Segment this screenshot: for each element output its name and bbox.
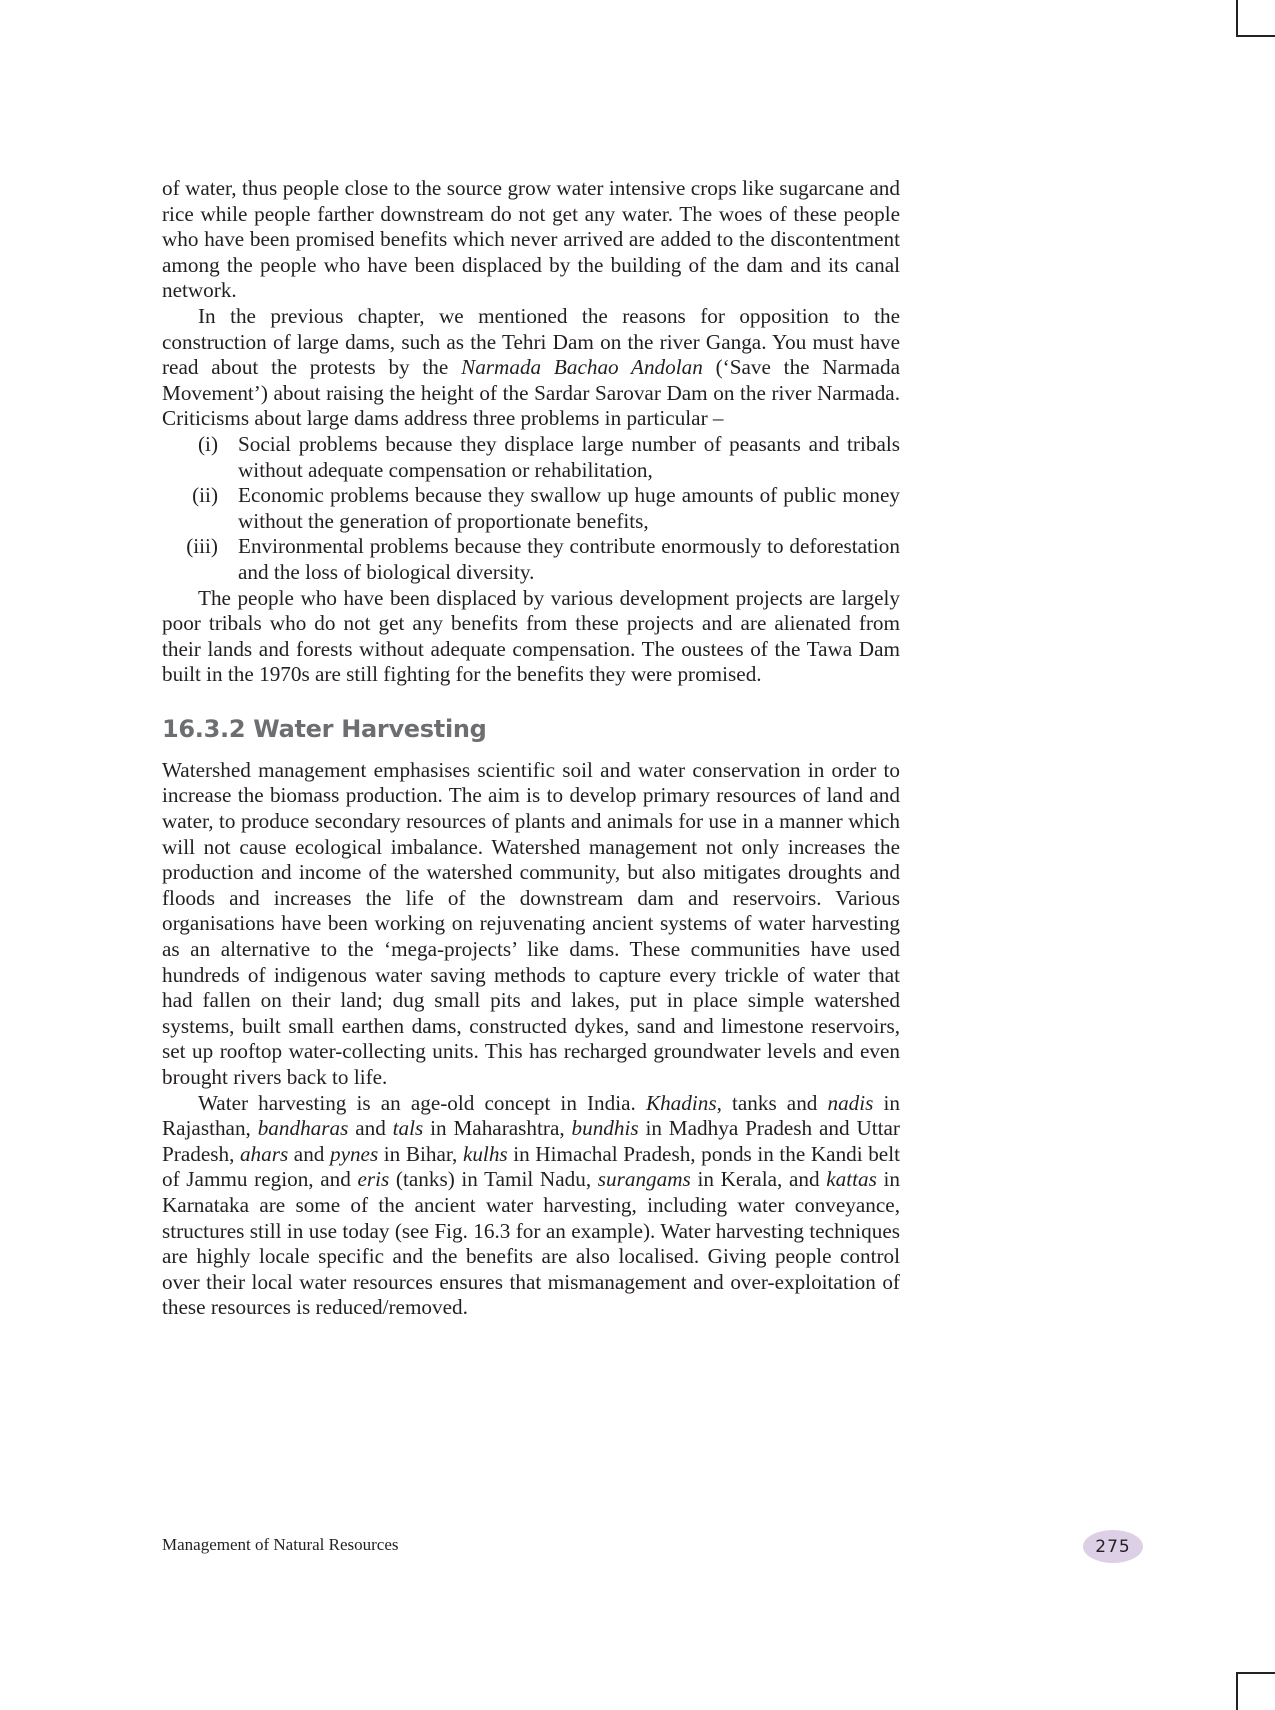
text-run: In the previous chapter, we mentioned the reasons for opposition to the construction of large dams, such as the Tehri Dam on the river Ganga. You must have read about the protests by the [162, 303, 900, 380]
text-run: and [348, 1116, 393, 1141]
term: Khadins [645, 1090, 717, 1115]
text-run: (tanks) in Tamil Nadu, [389, 1167, 598, 1192]
watershed-paragraph: Watershed management emphasises scientific soil and water conservation in order to increase the biomass production. The aim is to develop primary resources of land and water, to produce secondary resources of plants and animals for use in a manner which will not cause ecological imbalance. Watershed management not only increases the production and income of the watershed community, but also mitigates droughts and floods and increases the life of the downstream dam and reservoirs. Various organisations have been working on rejuvenating ancient systems of water harvesting as an alternative to the ‘mega-projects’ like dams. These communities have used hundreds of indigenous water saving methods to capture every trickle of water that had fallen on their land; dug small pits and lakes, put in place simple watershed systems, built small earthen dams, constructed dykes, sand and limestone reservoirs, set up rooftop water-collecting units. This has recharged groundwater levels and even brought rivers back to life. [162, 757, 900, 1089]
text-run: in Maharashtra, [423, 1116, 572, 1141]
term: pynes [329, 1141, 379, 1166]
dam-opposition-paragraph [162, 304, 900, 432]
list-text: Social problems because they displace large number of peasants and tribals without adequate compensation or rehabilitation, [238, 431, 900, 482]
crop-mark-bottom [1236, 1672, 1275, 1710]
page-body [162, 176, 900, 1321]
text-run: , tanks and [716, 1090, 828, 1115]
water-harvesting-paragraph [162, 1091, 900, 1321]
text-run: and [288, 1141, 330, 1166]
term: bandharas [257, 1116, 349, 1141]
text-run: in Kerala, and [690, 1167, 827, 1192]
list-item [162, 483, 900, 534]
section-heading: 16.3.2 Water Harvesting [162, 714, 487, 743]
text-run: (‘Save the Narmada Movement’) about raising the height of the Sardar Sarovar Dam on the river Narmada. Criticisms about large dams address three problems in particular – [162, 355, 900, 431]
list-number: (iii) [186, 534, 218, 559]
term: tals [392, 1116, 424, 1141]
continuation-paragraph: of water, thus people close to the source grow water intensive crops like sugarcane and rice while people farther downstream do not get any water. The woes of these people who have been promised benefits which never arrived are added to the discontentment among the people who have been displaced by the building of the dam and its canal network. [162, 176, 900, 303]
problems-list [162, 432, 900, 586]
list-number: (ii) [192, 483, 218, 508]
list-number: (i) [198, 431, 218, 456]
term: ahars [239, 1141, 289, 1166]
term: kulhs [462, 1141, 508, 1166]
term: bundhis [571, 1116, 639, 1141]
text-run: in Himachal Pradesh, ponds in the Kandi belt of Jammu region, and [162, 1141, 900, 1192]
text-run: Water harvesting is an age-old concept in India. [198, 1090, 646, 1115]
list-item [162, 534, 900, 585]
list-text: Environmental problems because they contribute enormously to deforestation and the loss of biological diversity. [238, 534, 900, 584]
text-run: in Bihar, [378, 1141, 463, 1166]
text-run: in Karnataka are some of the ancient water harvesting, including water conveyance, structures still in use today (see Fig. 16.3 for an example). Water harvesting techniques are highly locale specific and the benefits are also localised. Giving people control over their local water resources ensures that mismanagement and over-exploitation of these resources is reduced/removed. [162, 1167, 900, 1320]
list-item [162, 432, 900, 483]
term: surangams [597, 1167, 691, 1192]
text-run: in Rajasthan, [162, 1090, 900, 1141]
page-number-badge: 275 [1083, 1530, 1143, 1563]
list-text: Economic problems because they swallow up huge amounts of public money without the generation of proportionate benefits, [238, 483, 900, 533]
term: eris [357, 1167, 390, 1192]
movement-name: Narmada Bachao Andolan [461, 355, 703, 380]
term: kattas [826, 1167, 877, 1192]
running-footer-title: Management of Natural Resources [162, 1535, 399, 1554]
text-run: in Madhya Pradesh and Uttar Pradesh, [162, 1116, 900, 1166]
crop-mark-top [1236, 0, 1275, 37]
displaced-people-paragraph: The people who have been displaced by various development projects are largely poor tribals who do not get any benefits from these projects and are alienated from their lands and forests without adequate compensation. The oustees of the Tawa Dam built in the 1970s are still fighting for the benefits they were promised. [162, 585, 900, 687]
term: nadis [827, 1090, 874, 1115]
